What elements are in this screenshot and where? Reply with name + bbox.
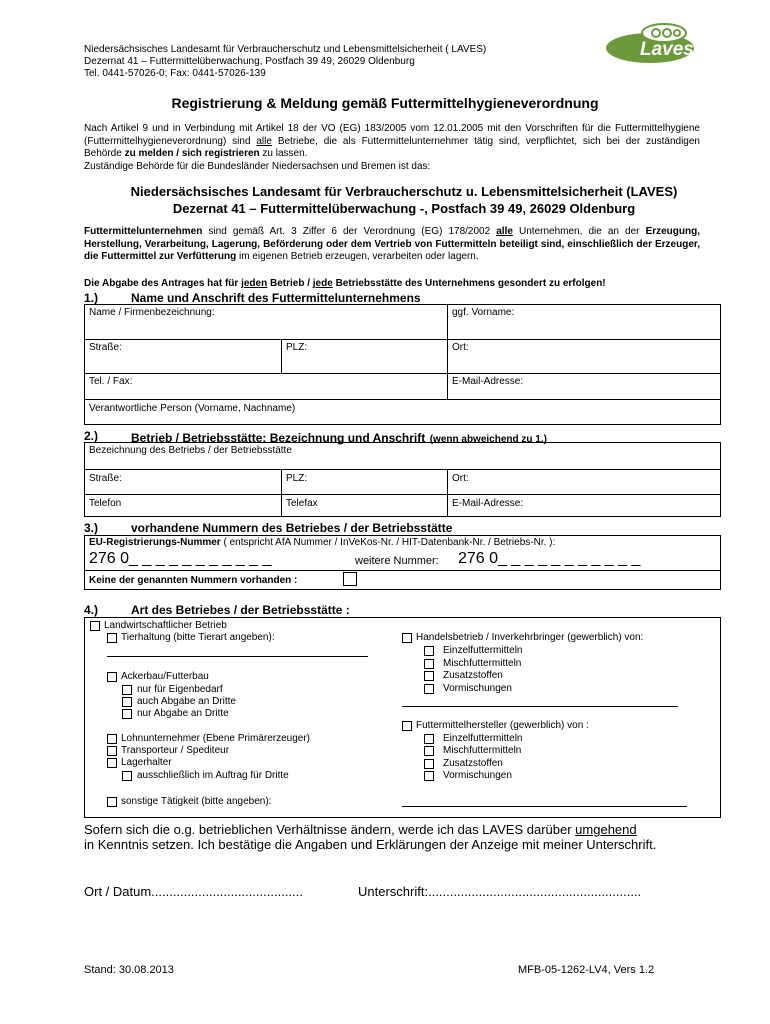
abgabe-notice: Die Abgabe des Antrages hat für jeden Betrieb / jede Betriebsstätte des Unternehmens gesondert zu erfolgen! <box>84 278 606 289</box>
authority-line-2: Dezernat 41 – Futtermittelüberwachung -, Postfach 39 49, 26029 Oldenburg <box>172 201 636 216</box>
section-4-title: Art des Betriebes / der Betriebsstätte : <box>131 603 350 617</box>
handel-checkbox[interactable] <box>402 633 412 643</box>
landwirt-label: Landwirtschaftlicher Betrieb <box>104 620 227 631</box>
header-line-1: Niedersächsisches Landesamt für Verbraucherschutz und Lebensmittelsicherheit ( LAVES) <box>84 44 487 55</box>
lagerhalter-checkbox[interactable] <box>107 758 117 768</box>
betrieb-ort-field[interactable]: Ort: <box>452 473 469 484</box>
handel-zusatz-checkbox[interactable] <box>424 671 434 681</box>
section-2-title: Betrieb / Betriebsstätte: Bezeichnung und Anschrift (wenn abweichend zu 1.) <box>131 431 547 445</box>
footer-doc-id: MFB-05-1262-LV4, Vers 1.2 <box>518 964 655 976</box>
tierhaltung-label: Tierhaltung (bitte Tierart angeben): <box>121 632 275 643</box>
betrieb-telefon-field[interactable]: Telefon <box>89 498 122 509</box>
intro-paragraph: Nach Artikel 9 und in Verbindung mit Artikel 18 der VO (EG) 183/2005 vom 12.01.2005 mit den Vorschriften für die Futtermittelhygiene (Futtermittelhygieneverordnung) sind alle Betriebe, die als Futtermittelunternehmer tätig sind, verpflichtet, sich bei der zuständigen Behörde zu melden / sich registrieren zu lassen. Zuständige Behörde für die Bundesländer Niedersachsen und Bremen ist das: <box>84 123 700 172</box>
handel-vormisch-label: Vormischungen <box>443 683 512 694</box>
betrieb-telefax-field[interactable]: Telefax <box>286 498 318 509</box>
hersteller-zusatz-checkbox[interactable] <box>424 759 434 769</box>
firmenname-field[interactable]: Name / Firmenbezeichnung: <box>89 307 215 318</box>
transporteur-label: Transporteur / Spediteur <box>121 745 230 756</box>
auch-abgabe-label: auch Abgabe an Dritte <box>137 696 236 707</box>
hersteller-misch-label: Mischfuttermitteln <box>443 745 522 756</box>
eu-nummer-label: EU-Registrierungs-Nummer ( entspricht AfA Nummer / InVeKos-Nr. / HIT-Datenbank-Nr. / Betriebs-Nr. ): <box>89 537 556 548</box>
tierart-line[interactable] <box>107 656 368 657</box>
handel-misch-checkbox[interactable] <box>424 659 434 669</box>
verantwortliche-person-field[interactable]: Verantwortliche Person (Vorname, Nachname) <box>89 403 296 414</box>
handel-zusatz-label: Zusatzstoffen <box>443 670 503 681</box>
handel-einzel-label: Einzelfuttermitteln <box>443 645 523 656</box>
declaration-line-2: in Kenntnis setzen. Ich bestätige die Angaben und Erklärungen der Anzeige mit meiner Unterschrift. <box>84 837 657 852</box>
hersteller-einzel-checkbox[interactable] <box>424 734 434 744</box>
nur-abgabe-checkbox[interactable] <box>122 709 132 719</box>
section-1-title: Name und Anschrift des Futtermittelunternehmens <box>131 291 421 305</box>
ort-field[interactable]: Ort: <box>452 342 469 353</box>
handel-einzel-checkbox[interactable] <box>424 646 434 656</box>
vorname-field[interactable]: ggf. Vorname: <box>452 307 515 318</box>
definition-paragraph: Futtermittelunternehmen sind gemäß Art. 3 Ziffer 6 der Verordnung (EG) 178/2002 alle Unternehmen, die an der Erzeugung, Herstellung, Verarbeitung, Lagerung, Beförderung oder dem Vertrieb von Futtermitteln beteiligt sind, einschließlich der Erzeuger, die Futtermittel zur Verfütterung im eigenen Betrieb erzeugen, verarbeiten oder lagern. <box>84 226 701 262</box>
weitere-nummer-label: weitere Nummer: <box>355 555 439 567</box>
tierhaltung-checkbox[interactable] <box>107 633 117 643</box>
hersteller-zusatz-label: Zusatzstoffen <box>443 758 503 769</box>
eu-nummer-input[interactable]: 276 0_ _ _ _ _ _ _ _ _ _ _ <box>89 550 272 567</box>
header-line-2: Dezernat 41 – Futtermittelüberwachung, Postfach 39 49, 26029 Oldenburg <box>84 56 415 67</box>
logo-text: Laves <box>640 39 694 60</box>
betrieb-email-field[interactable]: E-Mail-Adresse: <box>452 498 524 509</box>
betrieb-plz-field[interactable]: PLZ: <box>286 473 308 484</box>
betrieb-bezeichnung-field[interactable]: Bezeichnung des Betriebs / der Betriebsstätte <box>89 445 292 456</box>
weitere-nummer-input[interactable]: 276 0_ _ _ _ _ _ _ _ _ _ _ <box>458 550 641 567</box>
handel-misch-label: Mischfuttermitteln <box>443 658 522 669</box>
ausschliesslich-checkbox[interactable] <box>122 771 132 781</box>
sonstige-line[interactable] <box>402 806 687 807</box>
hersteller-einzel-label: Einzelfuttermitteln <box>443 733 523 744</box>
ackerbau-checkbox[interactable] <box>107 672 117 682</box>
hersteller-vormisch-label: Vormischungen <box>443 770 512 781</box>
transporteur-checkbox[interactable] <box>107 746 117 756</box>
ackerbau-label: Ackerbau/Futterbau <box>121 671 209 682</box>
tel-fax-field[interactable]: Tel. / Fax: <box>89 376 133 387</box>
page-title: Registrierung & Meldung gemäß Futtermittelhygieneverordnung <box>171 95 599 111</box>
keine-nummer-label: Keine der genannten Nummern vorhanden : <box>89 575 298 586</box>
unterschrift-field[interactable]: Unterschrift:........................................................... <box>358 884 642 899</box>
header-line-3: Tel. 0441-57026-0; Fax: 0441-57026-139 <box>84 68 266 79</box>
strasse-field[interactable]: Straße: <box>89 342 122 353</box>
lagerhalter-label: Lagerhalter <box>121 757 172 768</box>
section-3-title: vorhandene Nummern des Betriebes / der Betriebsstätte <box>131 521 453 535</box>
email-field[interactable]: E-Mail-Adresse: <box>452 376 524 387</box>
hersteller-label: Futtermittelhersteller (gewerblich) von : <box>416 720 589 731</box>
hersteller-misch-checkbox[interactable] <box>424 746 434 756</box>
section-1-number: 1.) <box>84 291 99 305</box>
declaration-line-1: Sofern sich die o.g. betrieblichen Verhältnisse ändern, werde ich das LAVES darüber umgehend <box>84 822 637 837</box>
authority-line-1: Niedersächsisches Landesamt für Verbraucherschutz u. Lebensmittelsicherheit (LAVES) <box>130 184 678 199</box>
section-4-number: 4.) <box>84 603 99 617</box>
ausschliesslich-label: ausschließlich im Auftrag für Dritte <box>137 770 289 781</box>
handel-vormisch-checkbox[interactable] <box>424 684 434 694</box>
betrieb-strasse-field[interactable]: Straße: <box>89 473 122 484</box>
hersteller-vormisch-checkbox[interactable] <box>424 771 434 781</box>
lohnunternehmer-checkbox[interactable] <box>107 734 117 744</box>
footer-stand: Stand: 30.08.2013 <box>84 964 174 976</box>
sonstige-label: sonstige Tätigkeit (bitte angeben): <box>121 796 272 807</box>
lohnunternehmer-label: Lohnunternehmer (Ebene Primärerzeuger) <box>121 733 310 744</box>
nur-eigenbedarf-checkbox[interactable] <box>122 685 132 695</box>
ort-datum-field[interactable]: Ort / Datum.......................................... <box>84 884 303 899</box>
plz-field[interactable]: PLZ: <box>286 342 308 353</box>
nur-eigenbedarf-label: nur für Eigenbedarf <box>137 684 223 695</box>
keine-nummer-checkbox[interactable] <box>343 572 357 586</box>
section-2-number: 2.) <box>84 429 99 443</box>
nur-abgabe-label: nur Abgabe an Dritte <box>137 708 229 719</box>
auch-abgabe-checkbox[interactable] <box>122 697 132 707</box>
hersteller-checkbox[interactable] <box>402 721 412 731</box>
landwirt-checkbox[interactable] <box>90 621 100 631</box>
handel-line[interactable] <box>402 706 678 707</box>
laves-logo <box>604 21 700 65</box>
sonstige-checkbox[interactable] <box>107 797 117 807</box>
handel-label: Handelsbetrieb / Inverkehrbringer (gewerblich) von: <box>416 632 644 643</box>
section-3-number: 3.) <box>84 521 99 535</box>
